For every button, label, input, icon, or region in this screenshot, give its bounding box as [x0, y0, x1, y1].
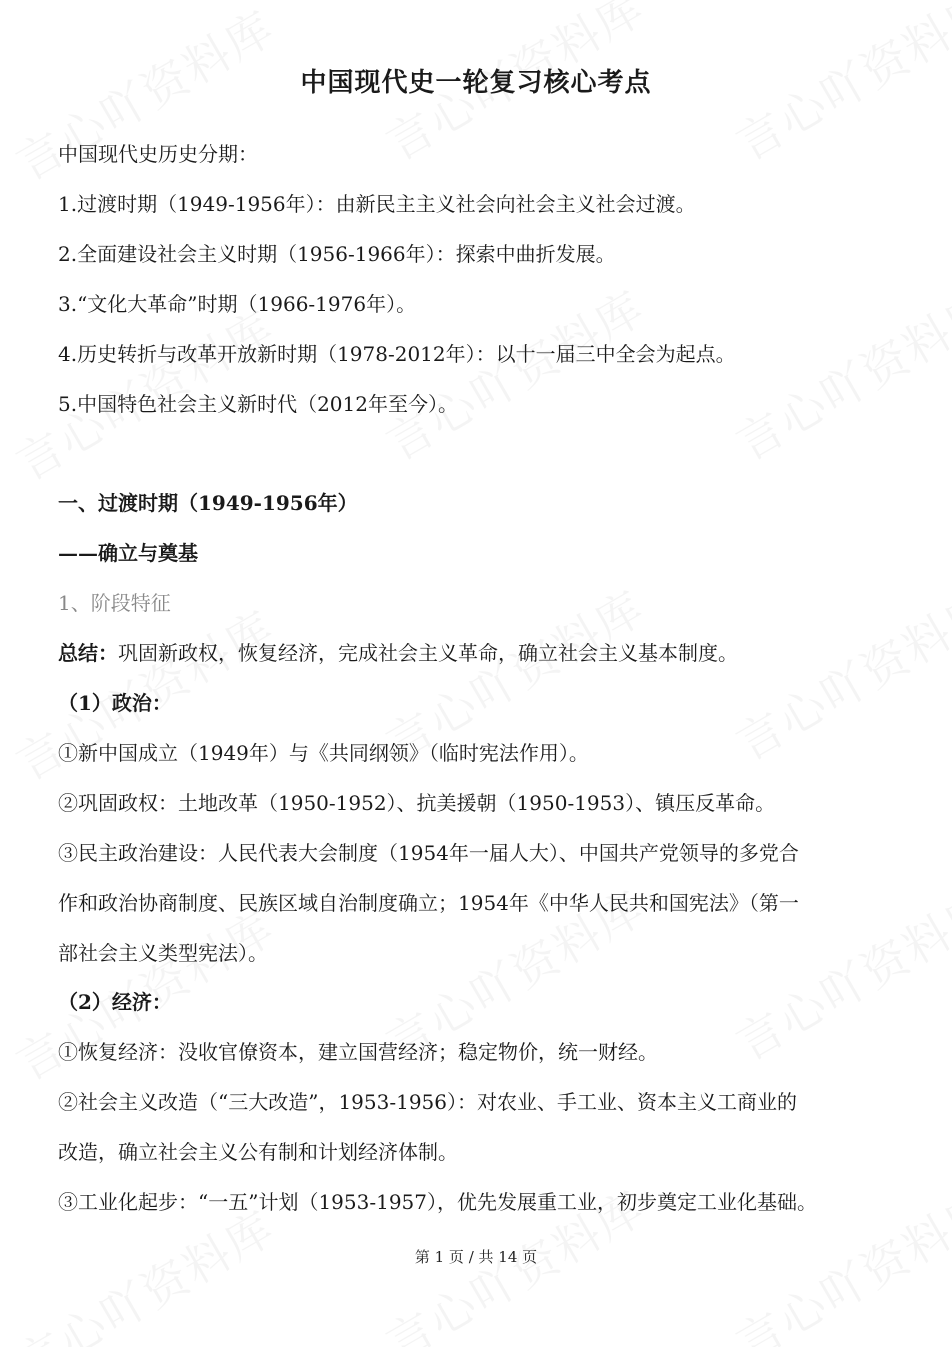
economy-item: ③工业化起步：“一五”计划（1953-1957），优先发展重工业，初步奠定工业化基础。 — [58, 1190, 818, 1214]
summary-label: 总结： — [58, 641, 118, 665]
economy-heading: （2）经济： — [58, 990, 172, 1014]
politics-item: ①新中国成立（1949年）与《共同纲领》（临时宪法作用）。 — [58, 741, 589, 765]
section-heading: 一、过渡时期（1949-1956年） — [58, 491, 358, 515]
period-item: 5.中国特色社会主义新时代（2012年至今）。 — [58, 392, 458, 416]
politics-item: 部社会主义类型宪法）。 — [58, 941, 268, 965]
period-item: 3.“文化大革命”时期（1966-1976年）。 — [58, 292, 417, 316]
summary-line — [58, 639, 902, 667]
intro-heading: 中国现代史历史分期： — [58, 142, 258, 166]
economy-item: ①恢复经济：没收官僚资本，建立国营经济；稳定物价，统一财经。 — [58, 1040, 658, 1064]
politics-heading: （1）政治： — [58, 691, 172, 715]
period-item: 4.历史转折与改革开放新时期（1978-2012年）：以十一届三中全会为起点。 — [58, 342, 736, 366]
politics-item: ③民主政治建设：人民代表大会制度（1954年一届人大）、中国共产党领导的多党合 — [58, 841, 799, 865]
politics-item: ②巩固政权：土地改革（1950-1952）、抗美援朝（1950-1953）、镇压反革命。 — [58, 791, 776, 815]
period-item: 1.过渡时期（1949-1956年）：由新民主主义社会向社会主义社会过渡。 — [58, 192, 696, 216]
page-title: 中国现代史一轮复习核心考点 — [300, 68, 652, 98]
politics-item: 作和政治协商制度、民族区域自治制度确立；1954年《中华人民共和国宪法》（第一 — [58, 891, 799, 915]
subsection-heading: 1、阶段特征 — [58, 591, 171, 615]
page-footer: 第 1 页 / 共 14 页 — [414, 1248, 538, 1266]
section-subtitle: ——确立与奠基 — [58, 541, 198, 565]
economy-item: 改造，确立社会主义公有制和计划经济体制。 — [58, 1140, 458, 1164]
economy-item: ②社会主义改造（“三大改造”，1953-1956）：对农业、手工业、资本主义工商业的 — [58, 1090, 798, 1114]
period-item: 2.全面建设社会主义时期（1956-1966年）：探索中曲折发展。 — [58, 242, 616, 266]
summary-text: 巩固新政权，恢复经济，完成社会主义革命，确立社会主义基本制度。 — [118, 641, 738, 665]
